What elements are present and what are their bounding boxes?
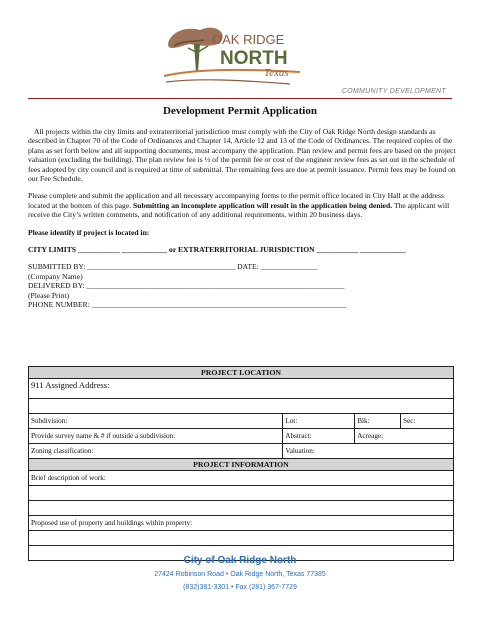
- survey-field[interactable]: Provide survey name & # if outside a subdivision:: [29, 429, 283, 444]
- please-print-caption: (Please Print): [28, 290, 70, 300]
- header-rule: [28, 98, 452, 99]
- city-logo: [160, 22, 310, 94]
- intro-section: [28, 127, 456, 310]
- sec-field[interactable]: Sec:: [401, 414, 454, 429]
- jurisdiction-line[interactable]: CITY LIMITS ___________ ____________ or EXTRATERRITORIAL JURISDICTION ___________ ____________: [28, 245, 406, 255]
- brief-description-line-3[interactable]: [29, 501, 454, 516]
- company-name-caption: (Company Name): [28, 271, 83, 281]
- valuation-field[interactable]: Valuation:: [283, 444, 454, 459]
- intro-paragraph-2-end: The applicant will receive the City’s written comments, and notification of any additional requirements, within 20 business days.: [28, 200, 450, 220]
- intro-paragraph-2-start: Please complete and submit the application and all necessary accompanying forms to the permit office located in City Hall at the address located at the bottom of this page.: [28, 191, 444, 210]
- footer-address: 27424 Robinson Road • Oak Ridge North, Texas 77385: [154, 571, 326, 578]
- subdivision-field[interactable]: Subdivision:: [29, 414, 283, 429]
- blk-field[interactable]: Blk:: [355, 414, 401, 429]
- intro-paragraph-1: All projects within the city limits and extraterritorial jurisdiction must comply with the City of Oak Ridge North design standards as described in Chapter 70 of the Code of Ordinances and Chapter 14, Article 12 and 13 of the Code of Ordinances. The required copies of the plans as set forth below and all supporting documents, must accompany the application. Plan review and permit fees are based on the project valuation (excluding the building). The plan review fee is ⅓ of the permit fee or cost of the engineer review fees as set out in the schedule of fees adopted by city council and is required at time of submittal. The remaining fees are due at permit issuance. Permit fees may be found on our Fee Schedule.: [28, 127, 456, 184]
- project-location-header: PROJECT LOCATION: [29, 367, 454, 379]
- oak-tree-logo-icon: [160, 22, 310, 94]
- department-label: COMMUNITY DEVELOPMENT: [341, 88, 446, 95]
- incomplete-warning: Submitting an incomplete application will result in the application being denied.: [133, 200, 393, 210]
- delivered-by-line[interactable]: DELIVERED BY: ____________________________________________________________________: [28, 281, 345, 291]
- proposed-use-line-2[interactable]: [29, 531, 454, 546]
- project-information-header: PROJECT INFORMATION: [29, 459, 454, 471]
- brief-description-field[interactable]: Brief description of work:: [29, 471, 454, 486]
- intro-paragraph-2: [28, 191, 456, 219]
- contact-form-lines: [28, 262, 456, 309]
- page-title: Development Permit Application: [163, 105, 317, 117]
- identify-location-prompt: Please identify if project is located in:: [28, 227, 150, 237]
- address-field-continued[interactable]: [29, 399, 454, 414]
- logo-line3: Texas: [264, 67, 289, 79]
- abstract-field[interactable]: Abstract:: [283, 429, 355, 444]
- logo-line1: OAK RIDGE: [212, 32, 285, 47]
- submitted-by-line[interactable]: SUBMITTED BY: _______________________________________ DATE: _______________: [28, 262, 318, 272]
- project-table: [28, 366, 454, 561]
- proposed-use-field[interactable]: Proposed use of property and buildings within property:: [29, 516, 454, 531]
- address-field[interactable]: 911 Assigned Address:: [29, 379, 454, 399]
- brief-description-line-2[interactable]: [29, 486, 454, 501]
- zoning-field[interactable]: Zoning classification:: [29, 444, 283, 459]
- acreage-field[interactable]: Acreage:: [355, 429, 454, 444]
- phone-number-line[interactable]: PHONE NUMBER: ___________________________________________________________________: [28, 300, 347, 310]
- footer-phone: (832)381-3301 • Fax (281) 367-7729: [183, 584, 297, 591]
- lot-field[interactable]: Lot:: [283, 414, 355, 429]
- logo-line2: NORTH: [220, 48, 288, 69]
- footer-city-name: City of Oak Ridge North: [183, 555, 297, 566]
